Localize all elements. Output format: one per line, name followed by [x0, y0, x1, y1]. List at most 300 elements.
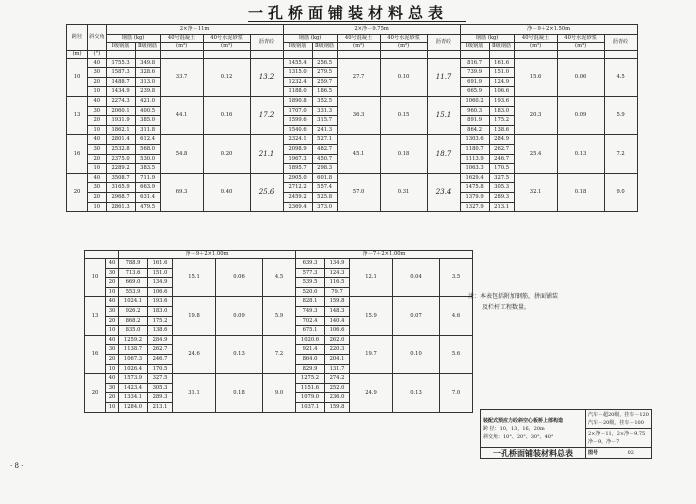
rebar1-2x975: 1455.4 — [283, 58, 312, 68]
rebar1-9-2x100: 788.9 — [119, 259, 148, 269]
asphalt-9-2x150: 9.0 — [604, 173, 637, 211]
rebar1-7-2x100: 921.4 — [296, 345, 325, 355]
header-rebar-grade2: Ⅱ级钢筋 — [135, 42, 160, 50]
rebar1-9-2x100: 669.0 — [119, 278, 148, 288]
rebar2-9-2x150: 262.7 — [489, 144, 514, 154]
header-blank-cell — [380, 50, 427, 58]
concrete-2x975: 27.7 — [337, 58, 380, 96]
rebar2-9-2x150: 284.9 — [489, 135, 514, 145]
rebar1-9-2x100: 1259.2 — [119, 335, 148, 345]
rebar1-7-2x100: 1037.1 — [296, 402, 325, 412]
asphalt-7-2x100: 4.6 — [440, 297, 473, 335]
header-rebar-grade1: Ⅰ级钢筋 — [460, 42, 489, 50]
skew-value: 30 — [106, 345, 119, 355]
header-blank-cell — [312, 50, 337, 58]
span-value: 20 — [67, 173, 88, 211]
rebar2-2x975: 557.4 — [312, 183, 337, 193]
header-unit-m3: (m³) — [160, 42, 203, 50]
header-concrete: 40号混凝土 — [160, 34, 203, 42]
header-asphalt: 沥青砼 — [604, 34, 637, 50]
asphalt-9-2x150: 4.5 — [604, 58, 637, 96]
span-value: 16 — [85, 335, 106, 373]
rebar2-2x975: 450.7 — [312, 154, 337, 164]
rebar2-9-2x150: 124.9 — [489, 77, 514, 87]
rebar1-9-2x100: 1334.1 — [119, 393, 148, 403]
skew-value: 10 — [88, 125, 107, 135]
header-width-2x975: 2×净－9.75m — [283, 25, 460, 35]
concrete-9-2x100: 19.8 — [173, 297, 216, 335]
concrete-9-2x150: 25.4 — [514, 135, 557, 173]
header-unit-m3: (m³) — [380, 42, 427, 50]
header-width-9-2x150: 净－9＋2×1.50m — [460, 25, 637, 35]
rebar1-9-2x100: 1026.4 — [119, 364, 148, 374]
skew-value: 40 — [88, 96, 107, 106]
rebar2-9-2x100: 262.7 — [148, 345, 173, 355]
header-width-7-2x100: 净－7＋2×1.00m — [296, 251, 473, 259]
mortar-9-2x150: 0.13 — [557, 135, 604, 173]
rebar2-2x11: 663.9 — [135, 183, 160, 193]
concrete-2x11: 69.3 — [160, 173, 203, 211]
rebar2-9-2x150: 213.1 — [489, 202, 514, 212]
asphalt-7-2x100: 3.5 — [440, 259, 473, 297]
concrete-9-2x150: 32.1 — [514, 173, 557, 211]
mortar-2x975: 0.18 — [380, 135, 427, 173]
header-unit-m: (m) — [67, 50, 88, 58]
header-blank-cell — [514, 50, 557, 58]
rebar1-2x11: 1755.3 — [106, 58, 135, 68]
mortar-7-2x100: 0.04 — [393, 259, 440, 297]
rebar2-9-2x100: 327.5 — [148, 374, 173, 384]
skew-value: 30 — [106, 268, 119, 278]
rebar1-2x11: 2274.3 — [106, 96, 135, 106]
skew-value: 10 — [106, 287, 119, 297]
asphalt-2x11: 17.2 — [250, 96, 283, 134]
rebar2-9-2x100: 183.0 — [148, 306, 173, 316]
load-line-2: 汽车－20级，挂车－100 — [588, 420, 644, 426]
rebar1-9-2x150: 864.2 — [460, 125, 489, 135]
rebar1-2x11: 1434.9 — [106, 87, 135, 97]
sheet-title: 一孔桥面铺装材料总表 — [481, 448, 586, 459]
skew-value: 20 — [88, 154, 107, 164]
rebar1-2x11: 2060.1 — [106, 106, 135, 116]
rebar2-7-2x100: 220.3 — [325, 345, 350, 355]
asphalt-2x975: 11.7 — [427, 58, 460, 96]
rebar2-2x975: 482.7 — [312, 144, 337, 154]
skew-value: 30 — [106, 306, 119, 316]
mortar-9-2x100: 0.09 — [216, 297, 263, 335]
rebar1-9-2x150: 1629.4 — [460, 173, 489, 183]
bottom-header-blank — [85, 251, 119, 259]
rebar2-9-2x150: 151.0 — [489, 68, 514, 78]
mortar-7-2x100: 0.07 — [393, 297, 440, 335]
rebar2-2x11: 328.6 — [135, 68, 160, 78]
rebar1-2x975: 1890.8 — [283, 96, 312, 106]
rebar2-2x975: 525.8 — [312, 192, 337, 202]
main-material-table — [66, 24, 638, 212]
sheet-number-label: 图号 — [588, 450, 599, 456]
header-mortar: 40号水泥砂浆 — [203, 34, 250, 42]
rebar2-2x975: 331.3 — [312, 106, 337, 116]
header-blank-cell — [250, 50, 283, 58]
header-asphalt: 沥青砼 — [427, 34, 460, 50]
skew-value: 30 — [88, 106, 107, 116]
rebar2-9-2x100: 193.6 — [148, 297, 173, 307]
rebar2-9-2x100: 175.2 — [148, 316, 173, 326]
rebar2-9-2x150: 193.6 — [489, 96, 514, 106]
rebar1-7-2x100: 1275.2 — [296, 374, 325, 384]
skew-value: 20 — [106, 316, 119, 326]
rebar1-9-2x100: 1024.1 — [119, 297, 148, 307]
rebar2-9-2x150: 138.6 — [489, 125, 514, 135]
span-value: 16 — [67, 135, 88, 173]
mortar-9-2x150: 0.09 — [557, 96, 604, 134]
header-unit-m3: (m³) — [203, 42, 250, 50]
concrete-7-2x100: 15.9 — [350, 297, 393, 335]
rebar1-2x975: 1188.0 — [283, 87, 312, 97]
rebar2-9-2x150: 170.5 — [489, 164, 514, 174]
rebar2-9-2x150: 183.0 — [489, 106, 514, 116]
rebar2-2x11: 239.8 — [135, 87, 160, 97]
header-unit-m3: (m³) — [514, 42, 557, 50]
rebar2-9-2x100: 134.9 — [148, 278, 173, 288]
rebar1-2x975: 2459.2 — [283, 192, 312, 202]
span-value: 13 — [67, 96, 88, 134]
asphalt-9-2x150: 5.9 — [604, 96, 637, 134]
concrete-2x11: 33.7 — [160, 58, 203, 96]
rebar2-7-2x100: 236.0 — [325, 393, 350, 403]
drawing-title-block — [480, 409, 652, 459]
rebar1-9-2x100: 868.2 — [119, 316, 148, 326]
mortar-7-2x100: 0.13 — [393, 374, 440, 412]
rebar1-7-2x100: 702.4 — [296, 316, 325, 326]
secondary-material-table — [84, 250, 473, 413]
rebar1-7-2x100: 539.5 — [296, 278, 325, 288]
rebar2-2x11: 711.9 — [135, 173, 160, 183]
rebar2-7-2x100: 204.1 — [325, 354, 350, 364]
header-rebar-grade1: Ⅰ级钢筋 — [283, 42, 312, 50]
rebar1-9-2x150: 1060.2 — [460, 96, 489, 106]
rebar1-9-2x100: 1284.0 — [119, 402, 148, 412]
rebar1-9-2x100: 1138.7 — [119, 345, 148, 355]
header-width-9-2x100: 净－9＋2×1.00m — [119, 251, 296, 259]
rebar1-2x975: 1599.6 — [283, 116, 312, 126]
rebar1-7-2x100: 829.9 — [296, 364, 325, 374]
header-rebar-grade2: Ⅱ级钢筋 — [312, 42, 337, 50]
rebar2-9-2x150: 246.7 — [489, 154, 514, 164]
mortar-7-2x100: 0.10 — [393, 335, 440, 373]
concrete-9-2x150: 15.6 — [514, 58, 557, 96]
header-rebar: 钢筋 (kg) — [106, 34, 160, 42]
asphalt-7-2x100: 5.6 — [440, 335, 473, 373]
title-block-main — [481, 410, 586, 448]
rebar1-9-2x150: 1327.9 — [460, 202, 489, 212]
rebar1-2x11: 2801.4 — [106, 135, 135, 145]
rebar2-9-2x150: 175.2 — [489, 116, 514, 126]
rebar1-9-2x150: 1379.9 — [460, 192, 489, 202]
rebar2-2x11: 400.5 — [135, 106, 160, 116]
rebar1-7-2x100: 1151.6 — [296, 383, 325, 393]
rebar1-2x11: 2375.0 — [106, 154, 135, 164]
rebar1-2x975: 2324.1 — [283, 135, 312, 145]
rebar2-2x11: 311.8 — [135, 125, 160, 135]
header-unit-m3: (m³) — [557, 42, 604, 50]
rebar1-9-2x100: 1423.4 — [119, 383, 148, 393]
rebar2-7-2x100: 79.7 — [325, 287, 350, 297]
asphalt-7-2x100: 7.0 — [440, 374, 473, 412]
span-info: 跨 径：10，13，16，20m — [483, 425, 545, 432]
rebar2-9-2x100: 305.3 — [148, 383, 173, 393]
mortar-2x11: 0.40 — [203, 173, 250, 211]
sheet-number-cell — [586, 448, 652, 459]
rebar1-7-2x100: 639.3 — [296, 259, 325, 269]
width-line-2: 净－9，净－7 — [588, 439, 620, 445]
header-concrete: 40号混凝土 — [337, 34, 380, 42]
rebar2-2x975: 373.0 — [312, 202, 337, 212]
header-blank-cell — [160, 50, 203, 58]
asphalt-9-2x100: 5.9 — [263, 297, 296, 335]
rebar2-7-2x100: 140.4 — [325, 316, 350, 326]
rebar2-7-2x100: 131.7 — [325, 364, 350, 374]
mortar-2x11: 0.20 — [203, 135, 250, 173]
rebar1-9-2x150: 1303.6 — [460, 135, 489, 145]
rebar1-7-2x100: 749.3 — [296, 306, 325, 316]
rebar1-2x975: 2712.2 — [283, 183, 312, 193]
rebar2-9-2x100: 151.0 — [148, 268, 173, 278]
rebar2-2x975: 315.7 — [312, 116, 337, 126]
concrete-7-2x100: 24.9 — [350, 374, 393, 412]
header-blank-cell — [135, 50, 160, 58]
rebar2-9-2x150: 289.3 — [489, 192, 514, 202]
rebar2-2x975: 298.3 — [312, 164, 337, 174]
rebar1-2x975: 2905.0 — [283, 173, 312, 183]
skew-value: 40 — [106, 297, 119, 307]
rebar2-2x11: 568.0 — [135, 144, 160, 154]
rebar1-2x11: 2968.7 — [106, 192, 135, 202]
note-line-1: 注：本表包括附加钢筋，拼面铺装 — [468, 293, 559, 300]
mortar-2x975: 0.15 — [380, 96, 427, 134]
header-rebar: 钢筋 (kg) — [283, 34, 337, 42]
rebar2-2x975: 279.5 — [312, 68, 337, 78]
rebar1-2x11: 1587.3 — [106, 68, 135, 78]
skew-value: 40 — [88, 173, 107, 183]
rebar2-7-2x100: 262.0 — [325, 335, 350, 345]
header-asphalt: 沥青砼 — [250, 34, 283, 50]
rebar2-2x975: 601.8 — [312, 173, 337, 183]
rebar2-2x11: 383.5 — [135, 164, 160, 174]
skew-value: 10 — [88, 164, 107, 174]
rebar1-9-2x100: 713.6 — [119, 268, 148, 278]
concrete-2x11: 44.1 — [160, 96, 203, 134]
rebar2-2x11: 313.0 — [135, 77, 160, 87]
table-note — [468, 291, 558, 313]
rebar1-2x11: 1488.7 — [106, 77, 135, 87]
rebar1-9-2x150: 960.3 — [460, 106, 489, 116]
header-rebar: 钢筋 (kg) — [460, 34, 514, 42]
rebar1-7-2x100: 1079.0 — [296, 393, 325, 403]
header-blank-cell — [106, 50, 135, 58]
rebar2-2x975: 186.5 — [312, 87, 337, 97]
rebar2-9-2x100: 161.6 — [148, 259, 173, 269]
rebar1-2x975: 1232.4 — [283, 77, 312, 87]
header-unit-m3: (m³) — [337, 42, 380, 50]
skew-value: 10 — [106, 402, 119, 412]
rebar2-7-2x100: 116.5 — [325, 278, 350, 288]
width-line-1: 2×净－11，2×净－9.75 — [588, 431, 646, 437]
skew-value: 10 — [106, 326, 119, 336]
header-span: 跨径 — [67, 25, 88, 51]
rebar1-2x11: 2861.3 — [106, 202, 135, 212]
rebar1-2x11: 2289.2 — [106, 164, 135, 174]
concrete-7-2x100: 12.1 — [350, 259, 393, 297]
load-line-1: 汽车－超20级，挂车－120 — [588, 412, 649, 418]
header-rebar-grade2: Ⅱ级钢筋 — [489, 42, 514, 50]
skew-value: 20 — [106, 354, 119, 364]
header-unit-deg: (°) — [88, 50, 107, 58]
asphalt-9-2x100: 9.0 — [263, 374, 296, 412]
rebar1-9-2x150: 665.9 — [460, 87, 489, 97]
rebar1-9-2x150: 816.7 — [460, 58, 489, 68]
asphalt-2x11: 21.1 — [250, 135, 283, 173]
skew-value: 40 — [106, 259, 119, 269]
rebar2-9-2x100: 246.7 — [148, 354, 173, 364]
span-value: 10 — [67, 58, 88, 96]
asphalt-9-2x100: 4.5 — [263, 259, 296, 297]
rebar1-2x975: 2098.9 — [283, 144, 312, 154]
concrete-7-2x100: 19.7 — [350, 335, 393, 373]
rebar1-7-2x100: 864.0 — [296, 354, 325, 364]
skew-value: 20 — [88, 192, 107, 202]
asphalt-2x975: 18.7 — [427, 135, 460, 173]
rebar1-9-2x150: 1180.7 — [460, 144, 489, 154]
rebar1-2x975: 1967.3 — [283, 154, 312, 164]
skew-value: 10 — [106, 364, 119, 374]
skew-value: 10 — [88, 202, 107, 212]
rebar2-9-2x100: 170.5 — [148, 364, 173, 374]
asphalt-2x975: 23.4 — [427, 173, 460, 211]
rebar2-7-2x100: 159.8 — [325, 402, 350, 412]
header-blank-cell — [460, 50, 489, 58]
rebar2-7-2x100: 148.3 — [325, 306, 350, 316]
concrete-2x975: 36.3 — [337, 96, 380, 134]
header-blank-cell — [427, 50, 460, 58]
rebar1-2x11: 1862.1 — [106, 125, 135, 135]
rebar2-7-2x100: 159.8 — [325, 297, 350, 307]
rebar1-2x975: 1895.7 — [283, 164, 312, 174]
title-underline — [248, 21, 466, 22]
mortar-9-2x100: 0.06 — [216, 259, 263, 297]
rebar1-2x11: 3165.9 — [106, 183, 135, 193]
mortar-2x975: 0.10 — [380, 58, 427, 96]
header-blank-cell — [337, 50, 380, 58]
rebar1-7-2x100: 577.3 — [296, 268, 325, 278]
header-skew: 斜交角 — [88, 25, 107, 51]
mortar-2x11: 0.12 — [203, 58, 250, 96]
rebar2-9-2x100: 284.9 — [148, 335, 173, 345]
asphalt-2x11: 25.6 — [250, 173, 283, 211]
rebar2-9-2x150: 106.6 — [489, 87, 514, 97]
sheet-number: 02 — [627, 450, 634, 456]
rebar2-9-2x150: 305.3 — [489, 183, 514, 193]
rebar1-9-2x100: 1573.9 — [119, 374, 148, 384]
rebar2-9-2x150: 327.5 — [489, 173, 514, 183]
rebar1-9-2x100: 1067.3 — [119, 354, 148, 364]
concrete-2x975: 57.0 — [337, 173, 380, 211]
rebar1-9-2x150: 1063.3 — [460, 164, 489, 174]
concrete-2x11: 54.8 — [160, 135, 203, 173]
skew-value: 20 — [88, 77, 107, 87]
rebar2-2x975: 259.7 — [312, 77, 337, 87]
rebar1-7-2x100: 1020.6 — [296, 335, 325, 345]
load-info — [586, 410, 652, 429]
span-value: 13 — [85, 297, 106, 335]
header-blank-cell — [604, 50, 637, 58]
rebar1-9-2x100: 926.2 — [119, 306, 148, 316]
rebar1-9-2x150: 891.9 — [460, 116, 489, 126]
rebar2-9-2x100: 213.1 — [148, 402, 173, 412]
mortar-2x11: 0.16 — [203, 96, 250, 134]
concrete-9-2x100: 31.1 — [173, 374, 216, 412]
skew-value: 40 — [88, 58, 107, 68]
skew-value: 30 — [106, 383, 119, 393]
span-value: 20 — [85, 374, 106, 412]
rebar2-2x11: 612.4 — [135, 135, 160, 145]
asphalt-9-2x100: 7.2 — [263, 335, 296, 373]
concrete-9-2x100: 24.6 — [173, 335, 216, 373]
rebar2-2x11: 421.0 — [135, 96, 160, 106]
rebar2-2x11: 530.0 — [135, 154, 160, 164]
skew-value: 40 — [106, 335, 119, 345]
rebar1-2x975: 1540.6 — [283, 125, 312, 135]
header-mortar: 40号水泥砂浆 — [380, 34, 427, 42]
rebar1-9-2x100: 553.9 — [119, 287, 148, 297]
rebar2-2x11: 385.0 — [135, 116, 160, 126]
mortar-9-2x150: 0.18 — [557, 173, 604, 211]
mortar-9-2x100: 0.13 — [216, 335, 263, 373]
width-info — [586, 429, 652, 448]
rebar2-2x975: 527.1 — [312, 135, 337, 145]
skew-value: 30 — [88, 144, 107, 154]
rebar2-2x11: 631.4 — [135, 192, 160, 202]
rebar1-7-2x100: 828.1 — [296, 297, 325, 307]
rebar2-2x975: 241.3 — [312, 125, 337, 135]
mortar-9-2x150: 0.06 — [557, 58, 604, 96]
rebar2-7-2x100: 124.3 — [325, 268, 350, 278]
header-blank-cell — [203, 50, 250, 58]
rebar1-2x11: 1931.9 — [106, 116, 135, 126]
header-blank-cell — [557, 50, 604, 58]
header-blank-cell — [283, 50, 312, 58]
rebar1-9-2x150: 1113.9 — [460, 154, 489, 164]
skew-value: 40 — [88, 135, 107, 145]
rebar1-2x975: 2369.4 — [283, 202, 312, 212]
rebar2-9-2x100: 138.6 — [148, 326, 173, 336]
rebar2-9-2x100: 106.6 — [148, 287, 173, 297]
rebar2-2x975: 352.5 — [312, 96, 337, 106]
rebar1-2x975: 1315.0 — [283, 68, 312, 78]
header-width-2x11: 2×净－11m — [106, 25, 283, 35]
rebar1-9-2x150: 1475.8 — [460, 183, 489, 193]
header-concrete: 40号混凝土 — [514, 34, 557, 42]
rebar2-2x11: 349.8 — [135, 58, 160, 68]
rebar2-2x11: 479.5 — [135, 202, 160, 212]
skew-value: 30 — [88, 183, 107, 193]
skew-info: 斜交角：10°、20°、30°、40° — [483, 433, 554, 440]
skew-value: 10 — [88, 87, 107, 97]
note-line-2: 及栏杆工程数量。 — [482, 304, 531, 311]
concrete-9-2x100: 15.1 — [173, 259, 216, 297]
rebar1-7-2x100: 520.0 — [296, 287, 325, 297]
page-number: · 8 · — [10, 462, 24, 470]
